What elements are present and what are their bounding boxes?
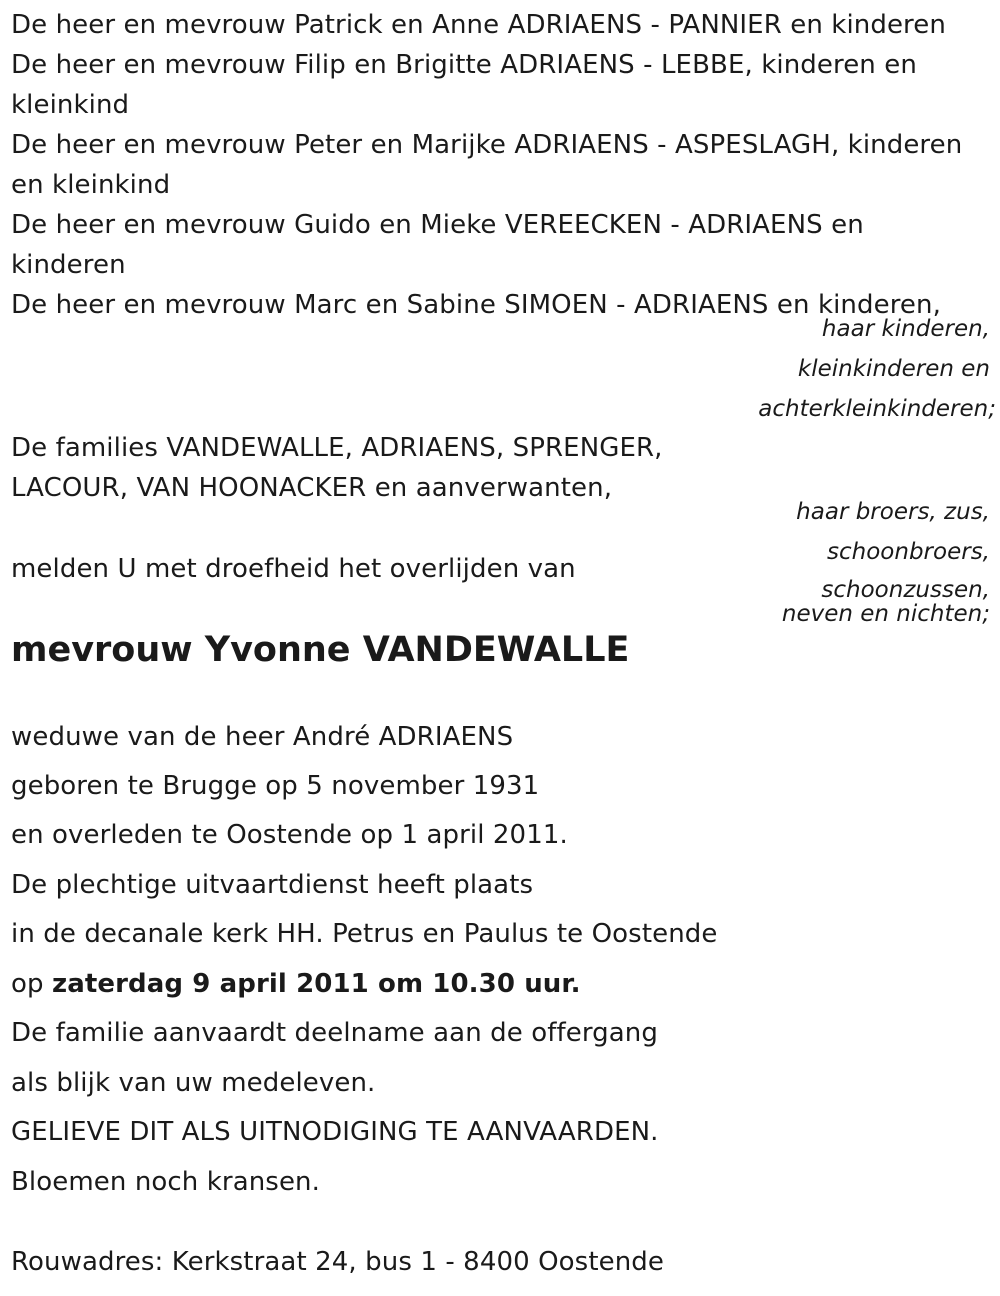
family-line: De heer en mevrouw Patrick en Anne ADRIAENS - PANNIER en kinderen bbox=[11, 10, 946, 40]
family-line: De heer en mevrouw Peter en Marijke ADRIAENS - ASPESLAGH, kinderen bbox=[11, 130, 963, 160]
detail-line: in de decanale kerk HH. Petrus en Paulus te Oostende bbox=[11, 919, 718, 949]
family-line: kinderen bbox=[11, 250, 126, 280]
detail-line: en overleden te Oostende op 1 april 2011. bbox=[11, 820, 568, 850]
detail-line: De plechtige uitvaartdienst heeft plaats bbox=[11, 870, 534, 900]
relation-siblings-line: schoonbroers, bbox=[827, 539, 990, 565]
service-datetime: zaterdag 9 april 2011 om 10.30 uur. bbox=[52, 969, 581, 999]
relation-children-line: haar kinderen, bbox=[821, 316, 990, 342]
detail-line: geboren te Brugge op 5 november 1931 bbox=[11, 771, 540, 801]
family-line: kleinkind bbox=[11, 90, 130, 120]
family-line: De heer en mevrouw Marc en Sabine SIMOEN - ADRIAENS en kinderen, bbox=[11, 290, 941, 320]
closing-line: Bloemen noch kransen. bbox=[11, 1167, 320, 1197]
deceased-name: mevrouw Yvonne VANDEWALLE bbox=[11, 630, 630, 670]
closing-line: GELIEVE DIT ALS UITNODIGING TE AANVAARDEN. bbox=[11, 1117, 659, 1147]
service-prefix: op bbox=[11, 969, 44, 999]
relation-siblings-line: neven en nichten; bbox=[781, 601, 990, 627]
family-line: en kleinkind bbox=[11, 170, 171, 200]
relation-siblings-line: schoonzussen, bbox=[821, 577, 990, 603]
families-line: De families VANDEWALLE, ADRIAENS, SPRENGER, bbox=[11, 433, 663, 463]
detail-line: weduwe van de heer André ADRIAENS bbox=[11, 722, 514, 752]
relation-children-line: kleinkinderen en bbox=[797, 356, 990, 382]
closing-line: De familie aanvaardt deelname aan de offergang bbox=[11, 1018, 658, 1048]
relation-siblings-line: haar broers, zus, bbox=[796, 499, 990, 525]
family-line: De heer en mevrouw Guido en Mieke VEREECKEN - ADRIAENS en bbox=[11, 210, 864, 240]
family-line: De heer en mevrouw Filip en Brigitte ADRIAENS - LEBBE, kinderen en bbox=[11, 50, 917, 80]
service-line bbox=[11, 964, 581, 1004]
families-line: LACOUR, VAN HOONACKER en aanverwanten, bbox=[11, 473, 613, 503]
mourning-address: Rouwadres: Kerkstraat 24, bus 1 - 8400 Oostende bbox=[11, 1247, 664, 1277]
closing-line: als blijk van uw medeleven. bbox=[11, 1068, 376, 1098]
announcement: melden U met droefheid het overlijden van bbox=[11, 554, 576, 584]
relation-children-line: achterkleinkinderen; bbox=[758, 396, 996, 422]
